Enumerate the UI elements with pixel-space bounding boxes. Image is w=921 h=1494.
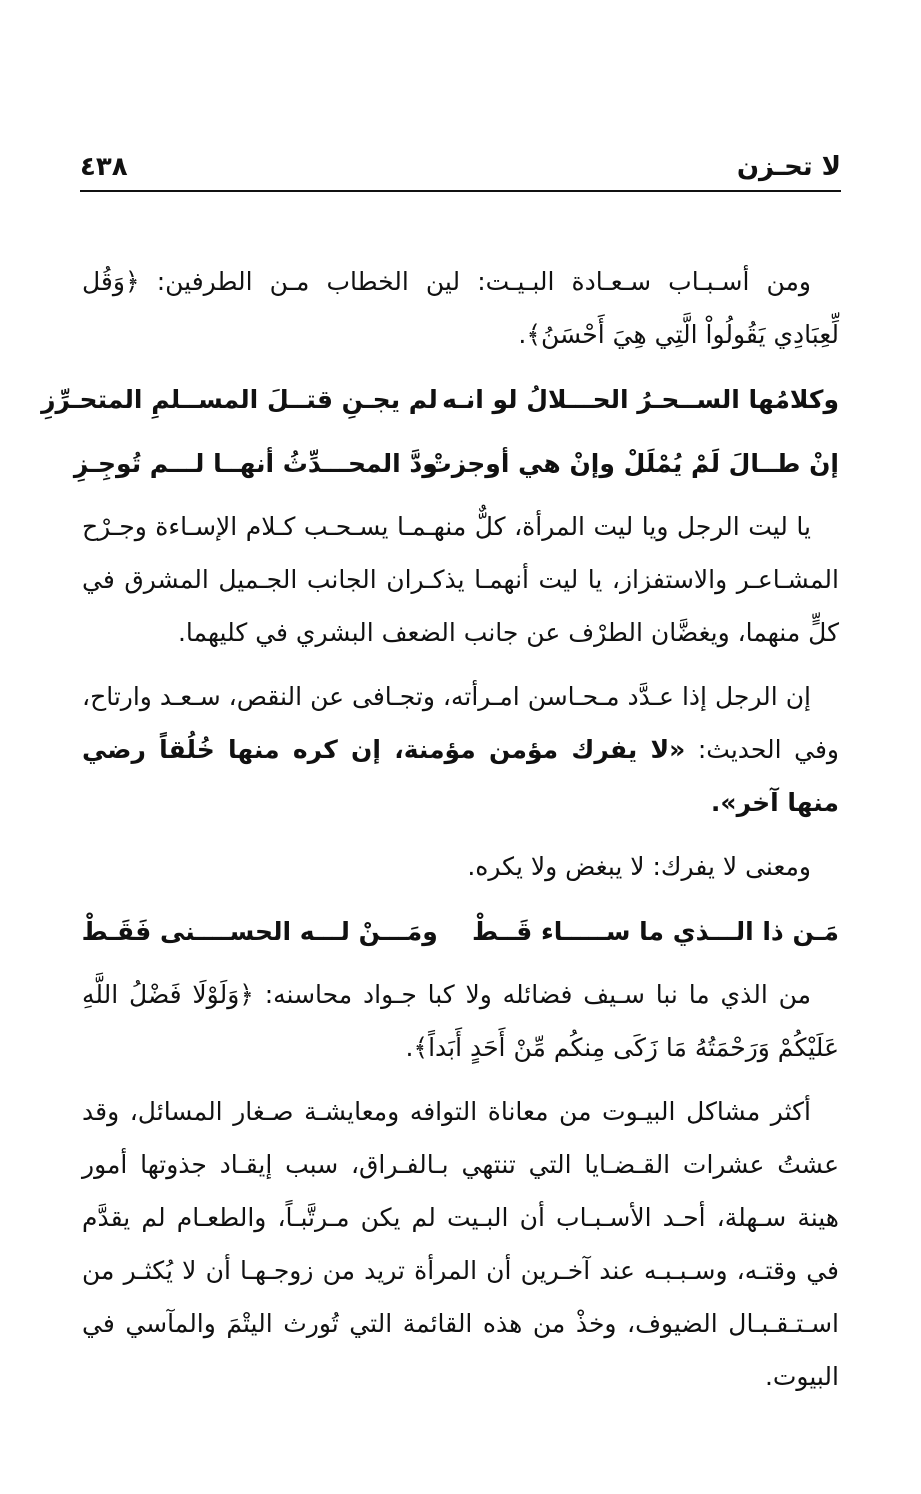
page-header <box>80 152 841 192</box>
paragraph <box>82 255 839 361</box>
header-divider <box>80 190 841 192</box>
paragraph-text: يا ليت الرجل ويا ليت المرأة، كلٌّ منهـمـا يسـحـب كـلام الإسـاءة وجـرْح المشـاعـر والاستفزاز، يا ليت أنهمـا يذكـران الجانب الجـميل المشرق في كلٍّ منهما، ويغضَّان الطرْف عن جانب الضعف البشري في كليهما. <box>82 512 839 647</box>
verse-second-hemistich: ومَـــنْ لـــه الحســــنى فَقَـطْ <box>81 917 438 946</box>
poetry-verse <box>82 904 839 960</box>
paragraph <box>82 968 839 1074</box>
poetry-verse <box>41 372 839 428</box>
running-title: لا تحـزن <box>736 152 841 182</box>
hadith-quote: «لا يفرك مؤمن مؤمنة، إن كره منها خُلُقاً رضي منها آخر». <box>82 735 839 817</box>
page-number: ٤٣٨ <box>80 152 128 182</box>
verse-second-hemistich: لم يجـنِ قتــلَ المســلمِ المتحـرِّزِ <box>41 385 438 414</box>
paragraph <box>82 840 839 893</box>
paragraph-text: ومعنى لا يفرك: لا يبغض ولا يكره. <box>467 852 811 881</box>
paragraph-text: إن الرجل إذا عـدَّد مـحـاسن امـرأته، وتجـافى عن النقص، سـعـد وارتاح، وفي الحديث: <box>82 682 840 764</box>
paragraph-text: ومن أسـبـاب سـعـادة البـيـت: لين الخطاب مـن الطرفين: ﴿وَقُل لِّعِبَادِي يَقُولُواْ الَّتِي هِيَ أَحْسَنُ﴾. <box>82 267 839 349</box>
paragraph <box>82 1085 839 1403</box>
verse-second-hemistich: ودَّ المحـــدِّثُ أنهــا لـــم تُوجِـزِ <box>73 449 438 478</box>
paragraph-text: من الذي ما نبا سـيف فضائله ولا كبا جـواد محاسنه: ﴿وَلَوْلَا فَضْلُ اللَّهِ عَلَيْكُمْ وَرَحْمَتُهُ مَا زَكَى مِنكُم مِّنْ أَحَدٍ أَبَداً﴾. <box>82 980 839 1062</box>
paragraph <box>82 500 839 659</box>
verse-first-hemistich: مَـن ذا الـــذي ما ســـــاء قَــطْ <box>472 917 839 946</box>
poetry-verse <box>73 436 839 492</box>
paragraph <box>82 670 839 829</box>
paragraph-text: أكثر مشاكل البيـوت من معاناة التوافه ومعايشـة صـغار المسائل، وقد عشتُ عشرات القـضـايا التي تنتهي بـالفـراق، سبب إيقـاد جذوتها أمور هينة سـهلة، أحـد الأسـبـاب أن البـيت لم يكن مـرتَّبـاً، والطعـام لم يقدَّم في وقتـه، وسـبـبـه عند آخـرين أن المرأة تريد من زوجـهـا أن لا يُكثـر من اسـتـقـبـال الضيوف، وخذْ من هذه القائمة التي تُورث اليتْمَ والمآسي في البيوت. <box>82 1097 839 1391</box>
page-body <box>41 255 840 1414</box>
verse-first-hemistich: وكلامُها الســحـرُ الحـــلالُ لو انـه <box>442 385 839 414</box>
verse-first-hemistich: إنْ طــالَ لَمْ يُمْلَلْ وإنْ هي أوجزتْ <box>426 449 839 478</box>
